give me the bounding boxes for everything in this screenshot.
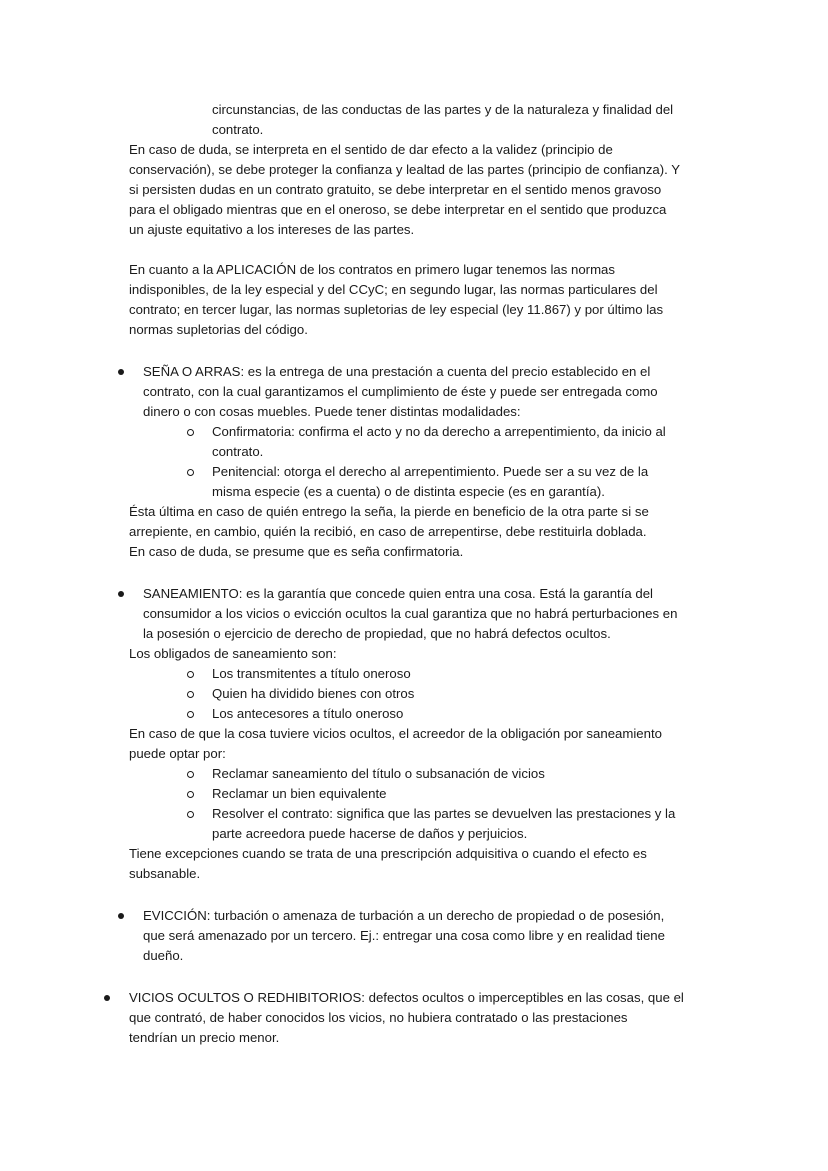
bullet-icon	[104, 995, 110, 1001]
text-line: contrato; en tercer lugar, las normas supletorias de ley especial (ley 11.867) y por último las	[129, 302, 664, 317]
circle-bullet-icon	[187, 691, 194, 698]
text-line: puede optar por:	[129, 746, 226, 761]
circle-bullet-icon	[187, 671, 194, 678]
text-line: Penitencial: otorga el derecho al arrepentimiento. Puede ser a su vez de la	[212, 464, 649, 479]
text-line: contrato.	[212, 444, 264, 459]
text-line: En caso de duda, se presume que es seña confirmatoria.	[129, 544, 464, 559]
circle-bullet-icon	[187, 791, 194, 798]
text-line: un ajuste equitativo a los intereses de las partes.	[129, 222, 415, 237]
text-line: Quien ha dividido bienes con otros	[212, 686, 415, 701]
text-line: normas supletorias del código.	[129, 322, 308, 337]
text-line: SEÑA O ARRAS: es la entrega de una prestación a cuenta del precio establecido en el	[143, 364, 651, 379]
text-line: dinero o con cosas muebles. Puede tener distintas modalidades:	[143, 404, 521, 419]
text-line: que contrató, de haber conocidos los vicios, no hubiera contratado o las prestaciones	[129, 1010, 628, 1025]
text-line: Reclamar saneamiento del título o subsanación de vicios	[212, 766, 545, 781]
text-line: Los obligados de saneamiento son:	[129, 646, 337, 661]
text-line: EVICCIÓN: turbación o amenaza de turbación a un derecho de propiedad o de posesión,	[143, 908, 665, 923]
text-line: arrepiente, en cambio, quién la recibió, en caso de arrepentirse, debe restituirla doblada.	[129, 524, 647, 539]
text-line: indisponibles, de la ley especial y del CCyC; en segundo lugar, las normas particulares del	[129, 282, 658, 297]
text-line: que será amenazado por un tercero. Ej.: entregar una cosa como libre y en realidad tiene	[143, 928, 665, 943]
text-line: Tiene excepciones cuando se trata de una prescripción adquisitiva o cuando el efecto es	[129, 846, 647, 861]
text-line: tendrían un precio menor.	[129, 1030, 280, 1045]
bullet-icon	[118, 369, 124, 375]
text-line: consumidor a los vicios o evicción ocultos la cual garantiza que no habrá perturbaciones en	[143, 606, 678, 621]
text-line: En caso de que la cosa tuviere vicios ocultos, el acreedor de la obligación por saneamiento	[129, 726, 662, 741]
text-line: la posesión o ejercicio de derecho de propiedad, que no habrá defectos ocultos.	[143, 626, 611, 641]
circle-bullet-icon	[187, 469, 194, 476]
text-line: circunstancias, de las conductas de las partes y de la naturaleza y finalidad del	[212, 102, 674, 117]
text-line: conservación), se debe proteger la confianza y lealtad de las partes (principio de confianza). Y	[129, 162, 681, 177]
text-line: Ésta última en caso de quién entrego la seña, la pierde en beneficio de la otra parte si se	[129, 504, 649, 519]
text-line: contrato, con la cual garantizamos el cumplimiento de éste y puede ser entregada como	[143, 384, 658, 399]
text-line: En cuanto a la APLICACIÓN de los contratos en primero lugar tenemos las normas	[129, 262, 615, 277]
text-line: Confirmatoria: confirma el acto y no da derecho a arrepentimiento, da inicio al	[212, 424, 666, 439]
text-line: SANEAMIENTO: es la garantía que concede quien entra una cosa. Está la garantía del	[143, 586, 653, 601]
circle-bullet-icon	[187, 429, 194, 436]
text-line: VICIOS OCULTOS O REDHIBITORIOS: defectos ocultos o imperceptibles en las cosas, que el	[129, 990, 684, 1005]
text-line: contrato.	[212, 122, 264, 137]
text-line: subsanable.	[129, 866, 201, 881]
text-line: Resolver el contrato: significa que las partes se devuelven las prestaciones y la	[212, 806, 676, 821]
text-line: Reclamar un bien equivalente	[212, 786, 387, 801]
text-line: Los transmitentes a título oneroso	[212, 666, 411, 681]
bullet-icon	[118, 913, 124, 919]
text-line: Los antecesores a título oneroso	[212, 706, 404, 721]
text-line: para el obligado mientras que en el oneroso, se debe interpretar en el sentido que produzca	[129, 202, 667, 217]
circle-bullet-icon	[187, 711, 194, 718]
circle-bullet-icon	[187, 811, 194, 818]
circle-bullet-icon	[187, 771, 194, 778]
text-line: parte acreedora puede hacerse de daños y perjuicios.	[212, 826, 528, 841]
text-line: dueño.	[143, 948, 184, 963]
text-line: si persisten dudas en un contrato gratuito, se debe interpretar en el sentido menos gravoso	[129, 182, 662, 197]
text-line: En caso de duda, se interpreta en el sentido de dar efecto a la validez (principio de	[129, 142, 613, 157]
text-line: misma especie (es a cuenta) o de distinta especie (es en garantía).	[212, 484, 605, 499]
bullet-icon	[118, 591, 124, 597]
